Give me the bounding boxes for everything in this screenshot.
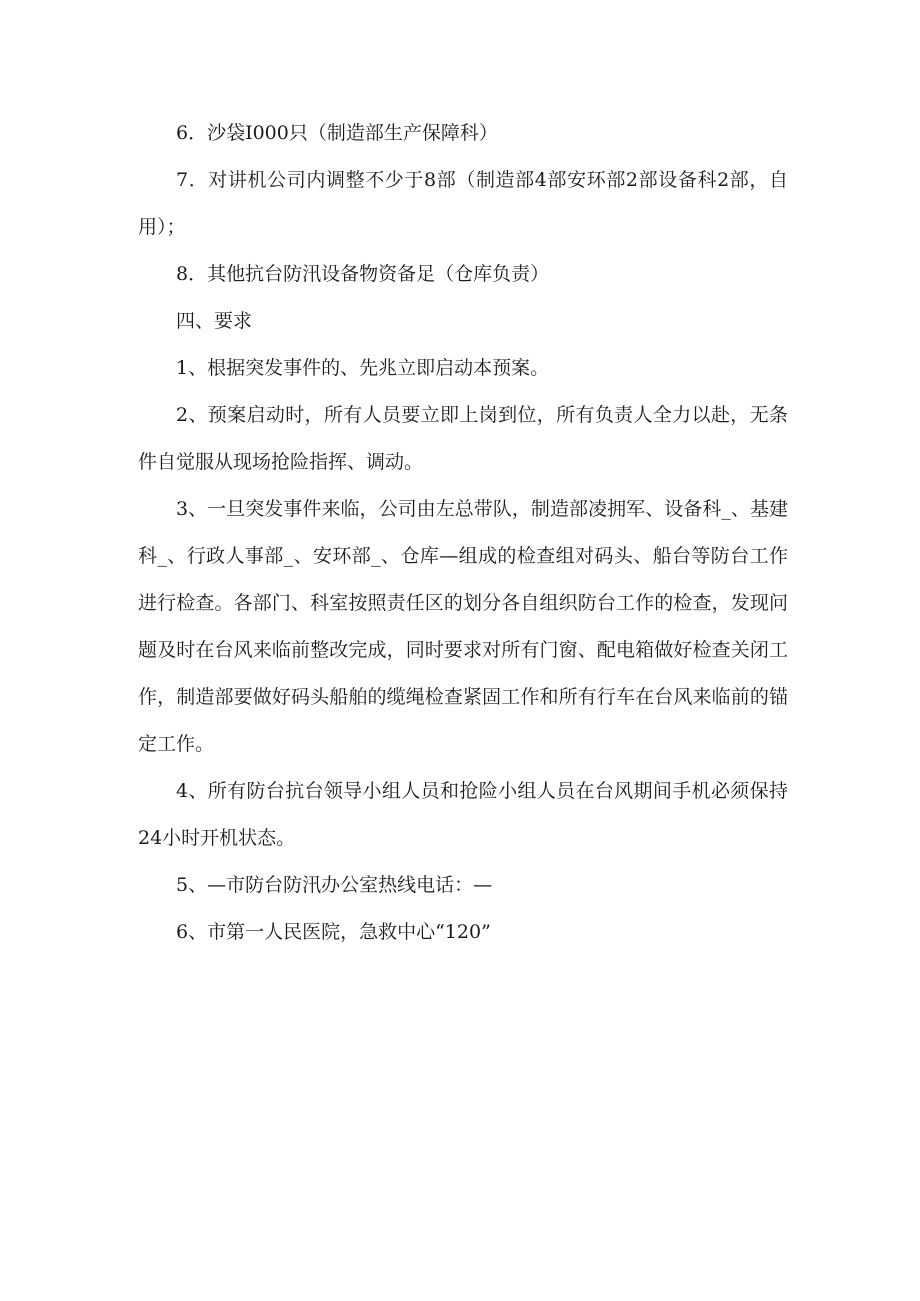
item-walkie-talkies: 7．对讲机公司内调整不少于8部（制造部4部安环部2部设备科2部，自用）； [138, 169, 788, 238]
section-heading-requirements: 四、要求 [176, 310, 253, 332]
requirement-4: 4、所有防台抗台领导小组人员和抢险小组人员在台风期间手机必须保持24小时开机状态。 [138, 780, 788, 849]
document-body [138, 110, 788, 956]
requirement-3: 3、一旦突发事件来临，公司由左总带队，制造部凌拥军、设备科_、基建科_、行政人事部_、安环部_、仓库—组成的检查组对码头、船台等防台工作进行检查。各部门、科室按照责任区的划分各自组织防台工作的检查，发现问题及时在台风来临前整改完成，同时要求对所有门窗、配电箱做好检查关闭工作，制造部要做好码头船舶的缆绳检查紧固工作和所有行车在台风来临前的锚定工作。 [138, 498, 788, 755]
requirement-6-hospital: 6、市第一人民医院，急救中心“120” [176, 921, 491, 943]
requirement-2: 2、预案启动时，所有人员要立即上岗到位，所有负责人全力以赴，无条件自觉服从现场抢险指挥、调动。 [138, 404, 788, 473]
requirement-1: 1、根据突发事件的、先兆立即启动本预案。 [176, 357, 550, 379]
item-other-supplies: 8．其他抗台防汛设备物资备足（仓库负责） [176, 263, 550, 285]
requirement-5-hotline: 5、—市防台防汛办公室热线电话：— [176, 874, 493, 896]
item-sandbags: 6．沙袋I000只（制造部生产保障科） [176, 122, 498, 144]
